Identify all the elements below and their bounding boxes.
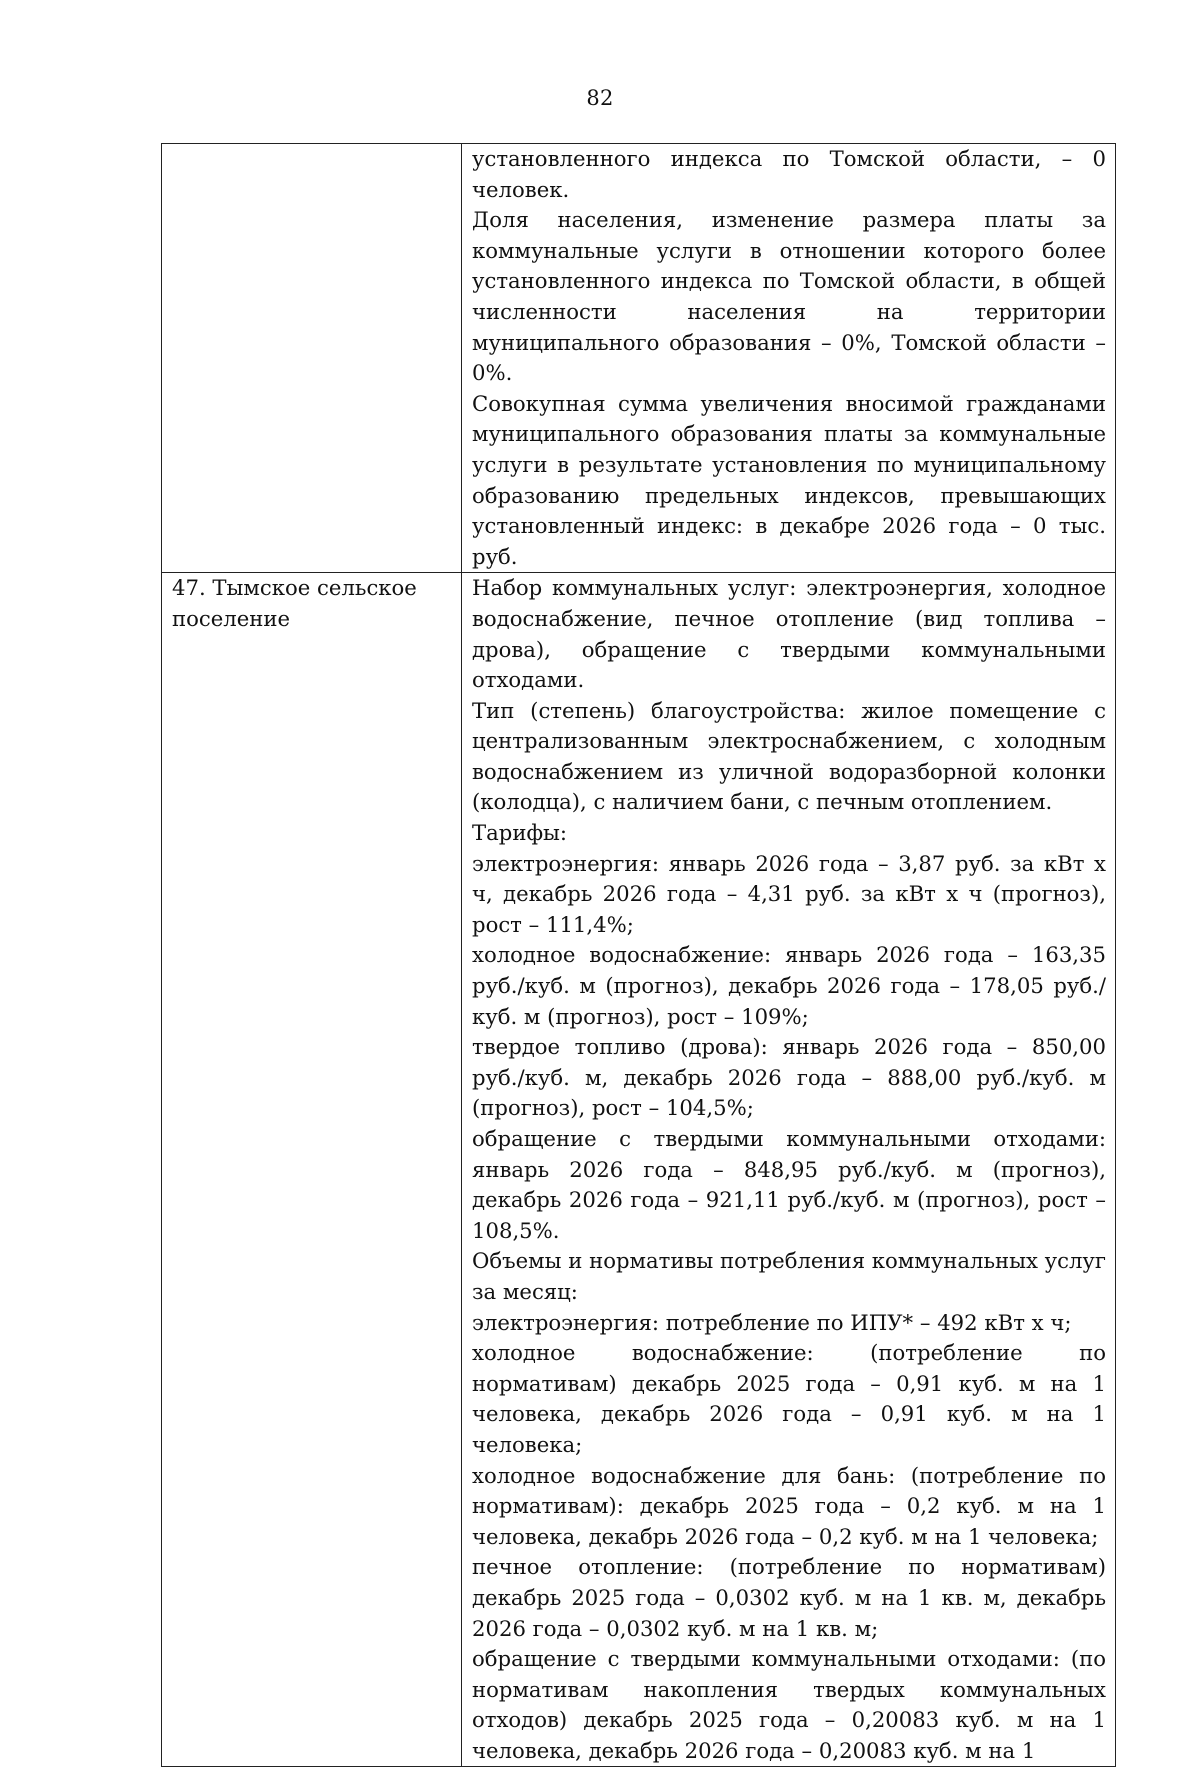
municipality-cell (162, 144, 462, 573)
table-row (162, 144, 1116, 573)
municipality-cell: 47. Тымское сельское поселение (162, 573, 462, 1767)
paragraph: Совокупная сумма увеличения вносимой гражданами муниципального образования платы за коммунальные услуги в результате установления по муниципальному образованию предельных индексов, превышающих установленный индекс: в декабре 2026 года – 0 тыс. руб. (472, 390, 1106, 569)
description-cell (462, 144, 1116, 573)
table-row (162, 573, 1116, 1767)
description-cell (462, 573, 1116, 1767)
paragraph: Тарифы: (472, 820, 568, 846)
paragraph: твердое топливо (дрова): январь 2026 года – 850,00 руб./куб. м, декабрь 2026 года – 888,00 руб./куб. м (прогноз), рост – 104,5%; (472, 1034, 1106, 1121)
document-table (161, 143, 1116, 1767)
paragraph: обращение с твердыми коммунальными отходами: январь 2026 года – 848,95 руб./куб. м (прогноз), декабрь 2026 года – 921,11 руб./куб. м (прогноз), рост – 108,5%. (472, 1126, 1106, 1243)
paragraph: печное отопление: (потребление по нормативам) декабрь 2025 года – 0,0302 куб. м на 1 кв. м, декабрь 2026 года – 0,0302 куб. м на 1 кв. м; (472, 1554, 1106, 1641)
paragraph: Тип (степень) благоустройства: жилое помещение с централизованным электроснабжением, с холодным водоснабжением из уличной водоразборной колонки (колодца), с наличием бани, с печным отоплением. (472, 697, 1106, 815)
paragraph: Объемы и нормативы потребления коммунальных услуг за месяц: (472, 1248, 1107, 1304)
paragraph: электроэнергия: январь 2026 года – 3,87 руб. за кВт х ч, декабрь 2026 года – 4,31 руб. за кВт х ч (прогноз), рост – 111,4%; (472, 850, 1106, 937)
paragraph: холодное водоснабжение для бань: (потребление по нормативам): декабрь 2025 года – 0,2 куб. м на 1 человека, декабрь 2026 года – 0,2 куб. м на 1 человека; (472, 1462, 1106, 1549)
paragraph: Набор коммунальных услуг: электроэнергия, холодное водоснабжение, печное отопление (вид топлива – дрова), обращение с твердыми коммунальными отходами. (472, 575, 1106, 693)
paragraph: электроэнергия: потребление по ИПУ* – 492 кВт х ч; (472, 1309, 1072, 1335)
page-number: 82 (586, 86, 614, 110)
paragraph: холодное водоснабжение: январь 2026 года – 163,35 руб./куб. м (прогноз), декабрь 2026 года – 178,05 руб./куб. м (прогноз), рост – 109%; (472, 942, 1106, 1029)
paragraph: установленного индекса по Томской области, – 0 человек. (472, 146, 1106, 202)
paragraph: обращение с твердыми коммунальными отходами: (по нормативам накопления твердых коммунальных отходов) декабрь 2025 года – 0,20083 куб. м на 1 человека, декабрь 2026 года – 0,20083 куб. м на 1 (472, 1646, 1106, 1763)
paragraph: холодное водоснабжение: (потребление по нормативам) декабрь 2025 года – 0,91 куб. м на 1 человека, декабрь 2026 года – 0,91 куб. м на 1 человека; (472, 1340, 1106, 1457)
paragraph: Доля населения, изменение размера платы за коммунальные услуги в отношении которого более установленного индекса по Томской области, в общей численности населения на территории муниципального образования – 0%, Томской области – 0%. (472, 207, 1106, 386)
